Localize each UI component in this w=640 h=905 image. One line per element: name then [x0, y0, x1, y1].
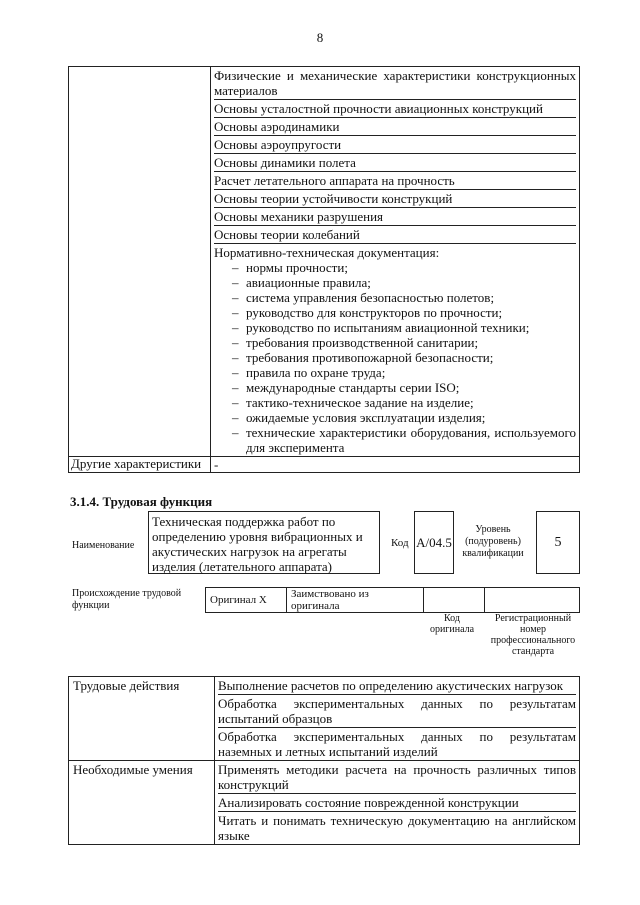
code-label: Код — [391, 537, 409, 549]
knowledge-item: Физические и механические характеристики конструкционных материалов — [214, 68, 576, 98]
skills-label: Необходимые умения — [69, 761, 215, 845]
docs-list — [214, 260, 576, 455]
knowledge-item: Основы аэроупругости — [214, 136, 576, 154]
origin-label: Происхождение трудовой функции — [72, 588, 182, 611]
docs-list-item: – руководство для конструкторов по прочности; — [232, 305, 576, 320]
page-number: 8 — [316, 30, 324, 45]
knowledge-item: Основы усталостной прочности авиационных конструкций — [214, 100, 576, 118]
origin-borrowed-cell: Заимствовано из оригинала — [287, 588, 424, 613]
knowledge-label-cell — [69, 67, 211, 457]
function-code-box: А/04.5 — [414, 511, 454, 574]
skill-item: Анализировать состояние поврежденной конструкции — [218, 794, 576, 812]
docs-list-item: – нормы прочности; — [232, 260, 576, 275]
action-item: Выполнение расчетов по определению акустических нагрузок — [218, 677, 576, 695]
level-label: Уровень (подуровень) квалификации — [462, 524, 524, 559]
knowledge-item: Основы динамики полета — [214, 154, 576, 172]
actions-label: Трудовые действия — [69, 677, 215, 761]
origin-original-cell: Оригинал X — [206, 588, 287, 613]
docs-block — [214, 244, 576, 456]
skill-item: Читать и понимать техническую документацию на английском языке — [218, 813, 576, 843]
docs-list-item: – технические характеристики оборудования, используемого для эксперимента — [232, 425, 576, 455]
skills-cell — [215, 761, 580, 845]
docs-list-item: – авиационные правила; — [232, 275, 576, 290]
level-value-box: 5 — [536, 511, 580, 574]
knowledge-item: Основы механики разрушения — [214, 208, 576, 226]
work-table — [68, 676, 580, 845]
function-name-box: Техническая поддержка работ по определению уровня вибрационных и акустических нагрузок на агрегаты изделия (летательного аппарата) — [148, 511, 380, 574]
actions-cell — [215, 677, 580, 761]
origin-table — [205, 587, 580, 613]
section-title: 3.1.4. Трудовая функция — [70, 494, 213, 509]
docs-list-item: – международные стандарты серии ISO; — [232, 380, 576, 395]
knowledge-item: Основы теории устойчивости конструкций — [214, 190, 576, 208]
origin-code-caption: Код оригинала — [429, 613, 475, 635]
knowledge-item: Расчет летательного аппарата на прочность — [214, 172, 576, 190]
knowledge-item: Основы аэродинамики — [214, 118, 576, 136]
docs-list-item: – ожидаемые условия эксплуатации изделия; — [232, 410, 576, 425]
origin-code-cell — [424, 588, 485, 613]
knowledge-item: Основы теории колебаний — [214, 226, 576, 244]
other-characteristics-value: - — [211, 457, 580, 473]
docs-list-item: – требования противопожарной безопасности; — [232, 350, 576, 365]
action-item: Обработка экспериментальных данных по результатам испытаний образцов — [218, 696, 576, 726]
docs-heading: Нормативно-техническая документация: — [214, 245, 440, 260]
skill-item: Применять методики расчета на прочность различных типов конструкций — [218, 762, 576, 792]
name-label: Наименование — [72, 540, 135, 551]
docs-list-item: – тактико-техническое задание на изделие; — [232, 395, 576, 410]
origin-reg-cell — [485, 588, 580, 613]
docs-list-item: – требования производственной санитарии; — [232, 335, 576, 350]
docs-list-item: – руководство по испытаниям авиационной техники; — [232, 320, 576, 335]
docs-list-item: – правила по охране труда; — [232, 365, 576, 380]
other-characteristics-label: Другие характеристики — [69, 457, 211, 473]
docs-list-item: – система управления безопасностью полетов; — [232, 290, 576, 305]
knowledge-items-cell — [211, 67, 580, 457]
knowledge-table — [68, 66, 580, 473]
action-item: Обработка экспериментальных данных по результатам наземных и летных испытаний изделий — [218, 729, 576, 759]
origin-reg-caption: Регистрационный номер профессионального стандарта — [490, 613, 576, 657]
